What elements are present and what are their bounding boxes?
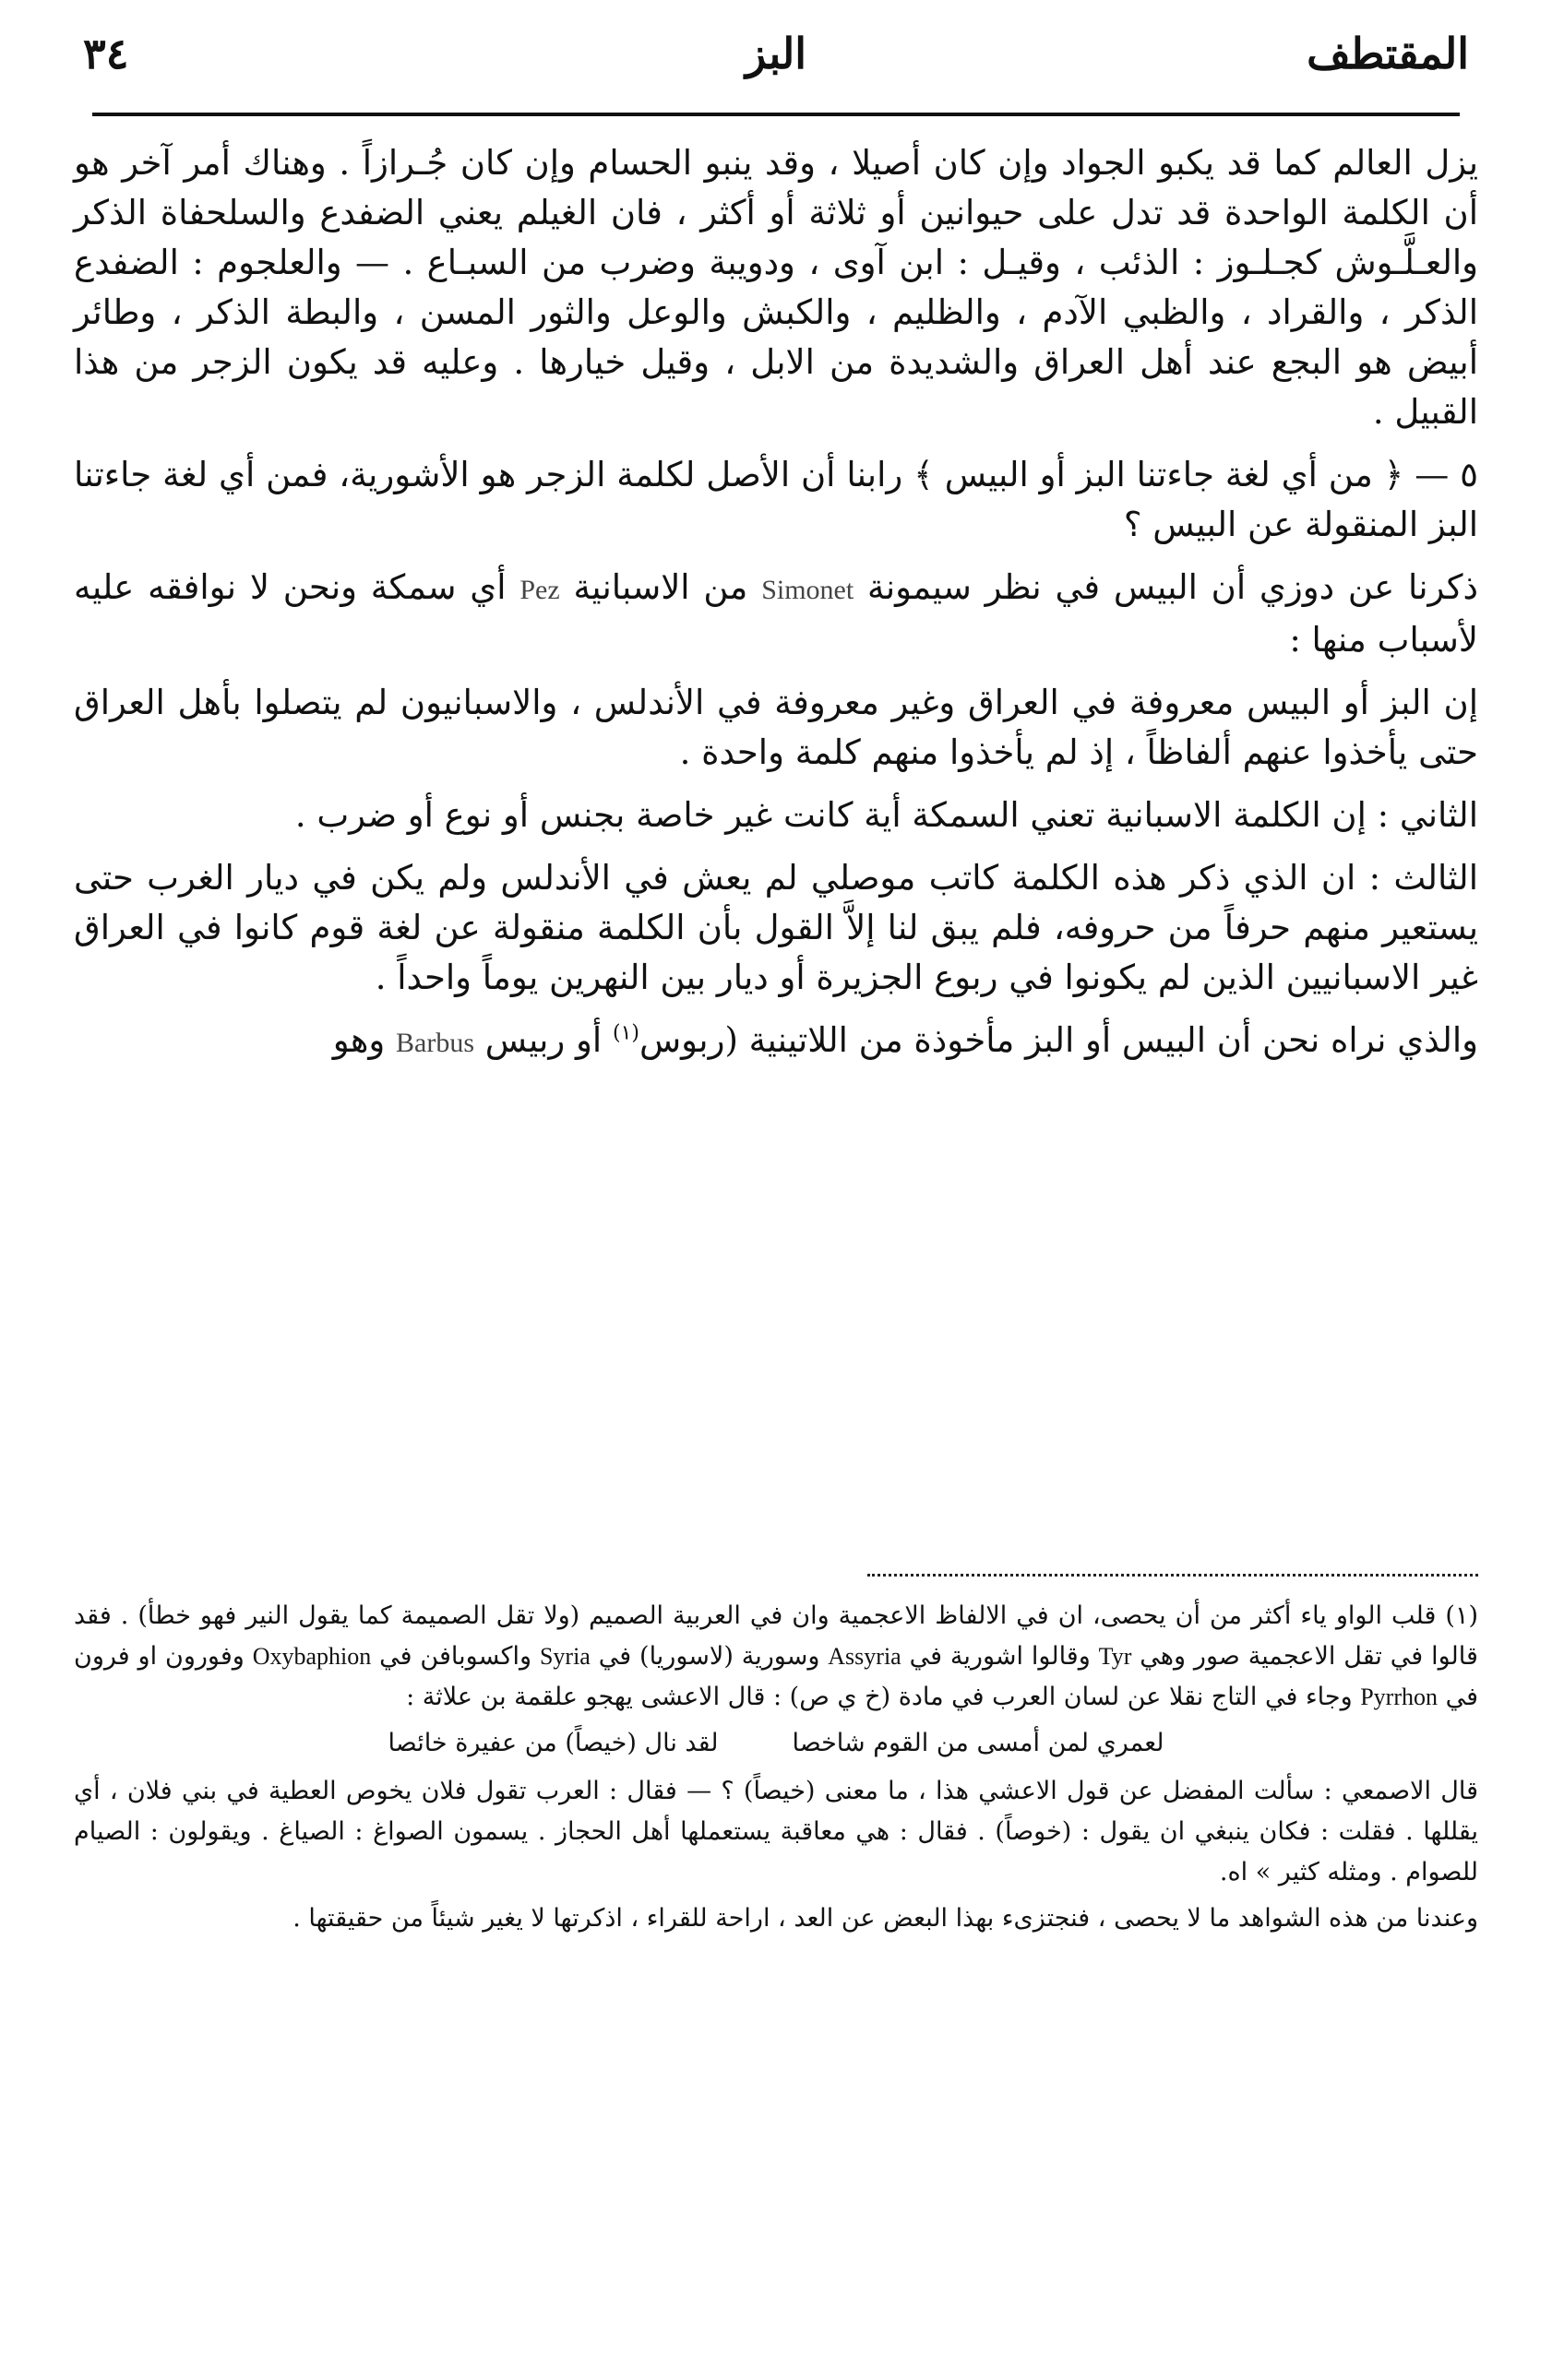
latin-word-syria: Syria bbox=[539, 1643, 591, 1670]
paragraph-5: الثاني : إن الكلمة الاسبانية تعني السمكة أية كانت غير خاصة بجنس أو نوع أو ضرب . bbox=[294, 795, 1478, 835]
header-rule bbox=[92, 113, 1460, 116]
footnote-1-text-b: وقالوا اشورية في bbox=[909, 1642, 1091, 1671]
paragraph-4: إن البز أو البيس معروفة في العراق وغير معروفة في الأندلس ، والاسبانيون لم يتصلوا بأهل العراق حتى يأخذوا عنهم ألفاظاً ، إذ لم يأخذوا منهم كلمة واحدة . bbox=[74, 683, 1478, 772]
footnote-1-text-f: وجاء في التاج نقلا عن لسان العرب في مادة (خ ي ص) : قال الاعشى يهجو علقمة بن علاثة : bbox=[406, 1683, 1353, 1711]
section-number: ٥ — bbox=[1415, 455, 1479, 494]
latin-word-simonet: Simonet bbox=[761, 575, 854, 605]
verse-first-hemistich: لعمري لمن أمسى من القوم شاخصا bbox=[792, 1729, 1164, 1757]
latin-word-pez: Pez bbox=[519, 575, 560, 605]
running-title: البز bbox=[745, 29, 807, 78]
latin-word-tyr: Tyr bbox=[1098, 1643, 1132, 1670]
latin-word-assyria: Assyria bbox=[828, 1643, 901, 1670]
footnotes bbox=[74, 1596, 1478, 1945]
paragraph-2 bbox=[74, 450, 1478, 550]
paragraph-6: الثالث : ان الذي ذكر هذه الكلمة كاتب موصلي لم يعش في الأندلس ولم يكن في ديار الغرب حتى يستعير منهم حرفاً من حروفه، فلم يبق لنا إلاَّ القول بأن الكلمة منقولة عن لغة قوم كانوا في العراق غير الاسبانيين الذين لم يكونوا في ربوع الجزيرة أو ديار بين النهرين يوماً واحداً . bbox=[74, 858, 1478, 997]
verse-second-hemistich: لقد نال (خيصاً) من عفيرة خائصا bbox=[388, 1729, 719, 1757]
latin-word-oxybaphion: Oxybaphion bbox=[252, 1643, 372, 1670]
footnote-1 bbox=[74, 1596, 1478, 1718]
footnote-marker: (١) bbox=[612, 1021, 639, 1045]
latin-word-pyrrhon: Pyrrhon bbox=[1360, 1684, 1438, 1710]
footnote-separator bbox=[867, 1574, 1478, 1577]
paragraph-7-text-b: أو ربيس bbox=[484, 1020, 603, 1060]
paragraph-3-text-b: من الاسبانية bbox=[573, 567, 748, 607]
page-number: ٣٤ bbox=[83, 29, 129, 78]
footnote-1-text-e: وفورون او فرون في bbox=[74, 1642, 1478, 1711]
section-heading: ﴿ من أي لغة جاءتنا البز أو البيس ﴾ bbox=[913, 455, 1404, 494]
footnote-3: وعندنا من هذه الشواهد ما لا يحصى ، فنجتزىء بهذا البعض عن العد ، اراحة للقراء ، اذكرتها لا يغير شيئاً من حقيقتها . bbox=[292, 1904, 1478, 1933]
footnote-1-text-d: واكسوبافن في bbox=[379, 1642, 532, 1671]
paragraph-1: يزل العالم كما قد يكبو الجواد وإن كان أصيلا ، وقد ينبو الحسام وإن كان جُـرازاً . وهناك أمر آخر هو أن الكلمة الواحدة قد تدل على حيوانين أو ثلاثة أو أكثر ، فان الغيلم يعني الضفدع والسلحفاة الذكر والعـلَّـوش كجـلـوز : الذئب ، وقيـل : ابن آوى ، ودويبة وضرب من السبـاع . — والعلجوم : الضفدع الذكر ، والقراد ، والظبي الآدم ، والظليم ، والكبش والوعل والثور المسن ، والبطة الذكر ، وطائر أبيض هو البجع عند أهل العراق والشديدة من الابل ، وقيل خيارها . وعليه قد يكون الزجر من هذا القبيل . bbox=[74, 143, 1478, 432]
paragraph-3 bbox=[74, 563, 1478, 665]
article-body bbox=[74, 138, 1478, 1081]
paragraph-3-text-c: أي سمكة ونحن لا نوافقه عليه لأسباب منها : bbox=[74, 567, 1478, 660]
paragraph-7 bbox=[74, 1016, 1478, 1068]
journal-name: المقتطف bbox=[1307, 29, 1469, 78]
latin-word-barbus: Barbus bbox=[396, 1028, 475, 1058]
paragraph-7-text-c: وهو bbox=[332, 1020, 386, 1060]
page-header bbox=[83, 26, 1469, 90]
poetry-verse bbox=[74, 1723, 1478, 1764]
footnote-1-text-c: وسورية (لاسوريا) في bbox=[598, 1642, 820, 1671]
paragraph-7-text-a: والذي نراه نحن أن البيس أو البز مأخوذة من اللاتينية (ربوس bbox=[639, 1020, 1478, 1060]
paragraph-3-text-a: ذكرنا عن دوزي أن البيس في نظر سيمونة bbox=[867, 567, 1479, 607]
footnote-2: قال الاصمعي : سألت المفضل عن قول الاعشي هذا ، ما معنى (خيصاً) ؟ — فقال : العرب تقول فلان يخوص العطية في بني فلان ، أي يقللها . فقلت : فكان ينبغي ان يقول : (خوصاً) . فقال : هي معاقبة يستعملها أهل الحجاز . يسمون الصواغ : الصياغ . ويقولون : الصيام للصوام . ومثله كثير » اه. bbox=[74, 1777, 1478, 1886]
paragraph-2-text: رابنا أن الأصل لكلمة الزجر هو الأشورية، فمن أي لغة جاءتنا البز المنقولة عن البيس ؟ bbox=[74, 455, 1478, 544]
footnote-1-text-a: (١) قلب الواو ياء أكثر من أن يحصى، ان في الالفاظ الاعجمية وان في العربية الصميم (ولا تقل الصميمة كما يقول النير فهو خطأ) . فقد قالوا في تقل الاعجمية صور وهي bbox=[74, 1601, 1478, 1671]
